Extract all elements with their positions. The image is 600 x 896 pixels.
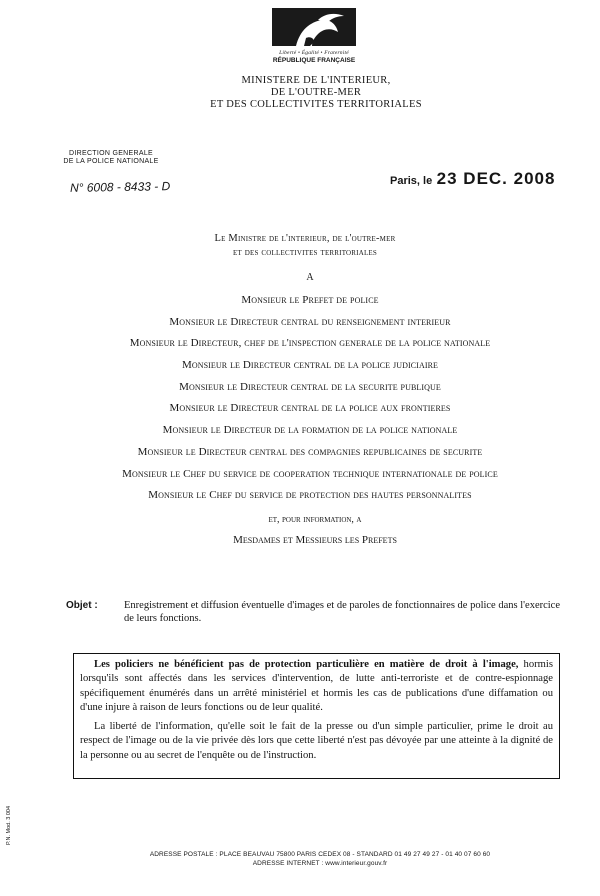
- box-paragraph-1-rest: hormis lorsqu'ils sont affectés dans les services d'intervention, de lutte anti-terroriste et de contre-espionnage spécifiquement énumérés dans un arrêté ministériel et hormis les cas de publications d'une diffamation ou d'une injure à raison de leurs fonctions ou de leur qualité.: [80, 659, 553, 713]
- recipient-item: Monsieur le Directeur, chef de l'inspection generale de la police nationale: [129, 337, 491, 350]
- subject-text: Enregistrement et diffusion éventuelle d'images et de paroles de fonctionnaires de police dans l'exercice de leurs fonctions.: [124, 600, 560, 624]
- recipient-item: Monsieur le Directeur central du renseignement interieur: [169, 315, 451, 328]
- footer: [100, 850, 540, 868]
- recipient-item: Monsieur le Directeur central de la police judiciaire: [181, 359, 439, 372]
- subject-label: Objet :: [66, 600, 98, 611]
- recipient-item: Monsieur le Directeur central de la police aux frontieres: [169, 402, 451, 415]
- ministry-line-1: MINISTERE DE L'INTERIEUR,: [241, 75, 391, 86]
- direction-line-1: DIRECTION GENERALE: [69, 150, 153, 157]
- recipient-item: Monsieur le Directeur central de la securite publique: [179, 380, 441, 393]
- preposition-a: A: [306, 272, 314, 283]
- highlight-box: [73, 653, 560, 779]
- sender-line-2: et des collectivites territoriales: [232, 247, 378, 258]
- sender-line-1: Le Ministre de l'interieur, de l'outre-mer: [214, 233, 396, 244]
- recipient-item: Monsieur le Chef du service de cooperation technique internationale de police: [122, 467, 498, 480]
- marianne-logo-icon: [266, 8, 362, 46]
- date-stamp: 23 DEC. 2008: [436, 169, 556, 188]
- direction-block: [36, 150, 186, 166]
- direction-line-2: DE LA POLICE NATIONALE: [63, 158, 159, 165]
- ministry-line-3: ET DES COLLECTIVITES TERRITORIALES: [210, 99, 422, 110]
- recipient-item: Monsieur le Chef du service de protection des hautes personnalites: [148, 489, 472, 502]
- box-paragraph-1-bold: Les policiers ne bénéficient pas de protection particulière en matière de droit à l'image,: [94, 659, 519, 670]
- sender-block: [120, 232, 490, 260]
- recipient-item: Monsieur le Prefet de police: [241, 294, 379, 306]
- ministry-header: [200, 75, 432, 111]
- footer-internet: ADRESSE INTERNET : www.interieur.gouv.fr: [252, 860, 388, 867]
- form-code: P.N. Mod. 3 004: [6, 805, 12, 845]
- footer-address: ADRESSE POSTALE : PLACE BEAUVAU 75800 PARIS CEDEX 08 - STANDARD 01 49 27 49 27 - 01 40 07 60 60: [149, 851, 491, 858]
- for-information-line: et, pour information, a: [268, 514, 362, 525]
- recipient-item: Monsieur le Directeur de la formation de la police nationale: [162, 424, 458, 437]
- republic-logo: [262, 8, 366, 64]
- ministry-line-2: DE L'OUTRE-MER: [270, 87, 362, 98]
- box-paragraph-2: La liberté de l'information, qu'elle soit le fait de la presse ou d'un simple particulier, prime le droit au respect de l'image ou de la vie privée dès lors que cette liberté n'est pas dévoyée par une atteinte à la dignité de la personne ou au secret de l'enquête ou de l'instruction.: [80, 721, 553, 761]
- recipients-list: [60, 290, 560, 507]
- republic-motto: Liberté • Égalité • Fraternité: [279, 50, 349, 56]
- reference-number: N° 6008 - 8433 - D: [69, 179, 171, 195]
- date-prefix: Paris, le: [390, 175, 433, 187]
- republic-name: RÉPUBLIQUE FRANÇAISE: [272, 57, 356, 64]
- date-line: [390, 169, 555, 189]
- recipient-item: Monsieur le Directeur central des compagnies republicaines de securite: [137, 445, 483, 458]
- prefects-line: Mesdames et Messieurs les Prefets: [233, 534, 397, 546]
- box-paragraph-1: [80, 658, 553, 715]
